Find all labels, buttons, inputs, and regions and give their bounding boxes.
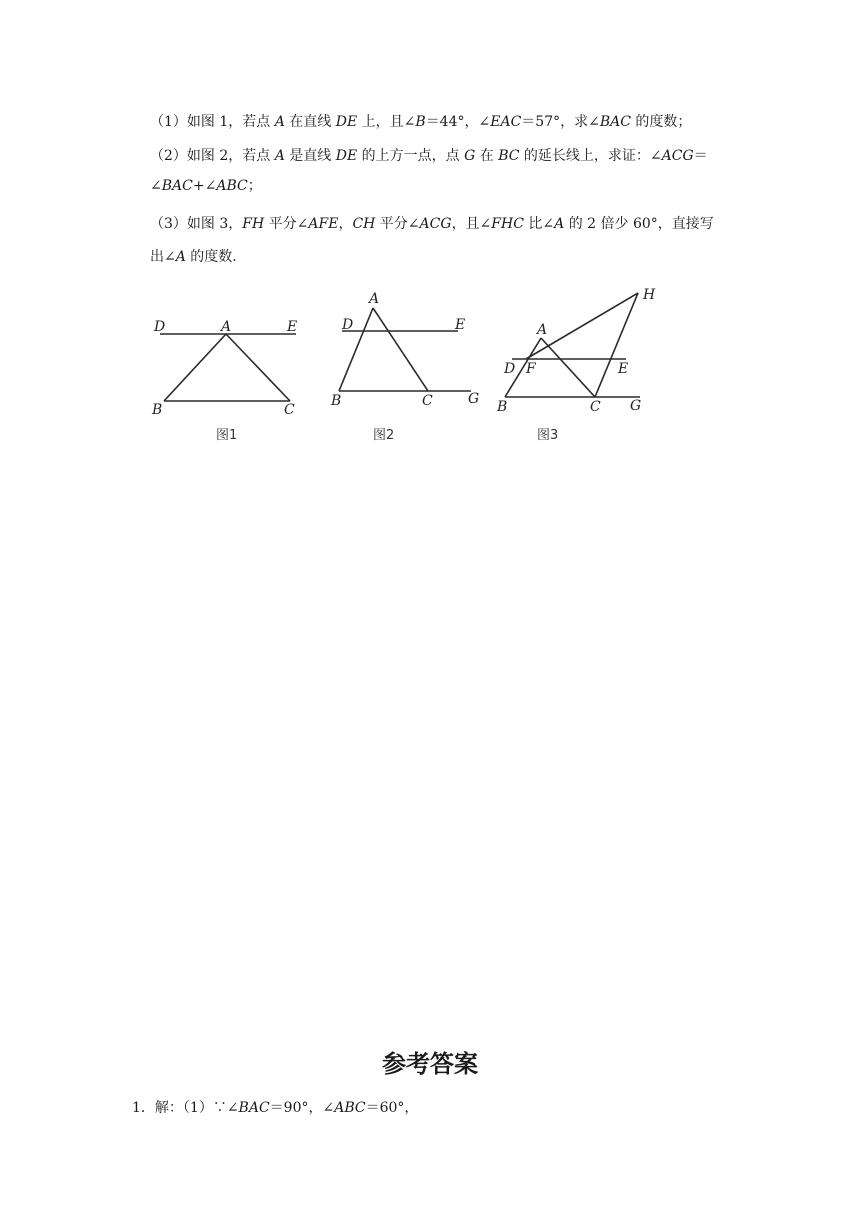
angle-label: BAC <box>238 1100 270 1116</box>
figures <box>0 0 860 460</box>
text: （1）如图 1，若点 <box>150 114 275 130</box>
point-label: A <box>274 148 285 164</box>
answer-title: 参考答案 <box>382 1050 478 1078</box>
text: ＝60°， <box>365 1100 419 1116</box>
label-a: A <box>537 322 548 338</box>
text: 1．解：（1）∵∠ <box>132 1100 239 1116</box>
angle-label: BAC <box>161 178 193 194</box>
segment-ab <box>164 334 226 401</box>
segment-ac <box>373 308 428 391</box>
segment-ac <box>541 338 595 397</box>
text: 出∠ <box>150 249 176 265</box>
label-e: E <box>287 319 298 335</box>
label-c: C <box>422 393 433 409</box>
angle-label: BAC <box>599 114 631 130</box>
text: 平分∠ <box>264 216 309 232</box>
label-f: F <box>526 361 536 377</box>
angle-label: A <box>175 249 186 265</box>
angle-label: A <box>554 216 565 232</box>
angle-label: EAC <box>490 114 522 130</box>
label-c: C <box>590 399 601 415</box>
text: 的度数； <box>630 114 692 130</box>
line-label: BC <box>498 148 520 164</box>
figure-caption: 图1 <box>216 428 238 443</box>
label-e: E <box>455 317 466 333</box>
figure-3 <box>496 287 656 443</box>
segment-ac <box>226 334 290 401</box>
text: ＝44°，∠ <box>425 114 491 130</box>
text: 的上方一点，点 <box>357 148 465 164</box>
figure-2 <box>330 291 479 443</box>
text: ＝ <box>693 148 708 164</box>
text: 的 2 倍少 60°，直接写 <box>564 216 714 232</box>
angle-label: ACG <box>661 148 694 164</box>
label-g: G <box>468 391 480 407</box>
point-label: G <box>464 148 476 164</box>
text: ， <box>338 216 353 232</box>
text: ＝57°，求∠ <box>521 114 600 130</box>
text: （3）如图 3， <box>150 216 243 232</box>
angle-label: ABC <box>334 1100 366 1116</box>
line-label: FH <box>242 216 265 232</box>
text: ； <box>247 178 262 194</box>
line-label: DE <box>335 114 358 130</box>
angle-label: FHC <box>491 216 524 232</box>
text: ＝90°，∠ <box>269 1100 335 1116</box>
label-c: C <box>284 402 295 418</box>
text: 在 <box>475 148 499 164</box>
text: 上，且∠ <box>357 114 416 130</box>
point-label: A <box>274 114 285 130</box>
text: 在直线 <box>284 114 336 130</box>
label-g: G <box>630 398 642 414</box>
text: ∠ <box>150 178 162 194</box>
text: 的度数. <box>185 249 237 265</box>
label-d: D <box>342 317 354 333</box>
text: ，且∠ <box>451 216 492 232</box>
answer-line-1 <box>132 1097 418 1117</box>
label-h: H <box>643 287 656 303</box>
figure-caption: 图3 <box>537 428 559 443</box>
text: 平分∠ <box>375 216 420 232</box>
text: （2）如图 2，若点 <box>150 148 275 164</box>
label-b: B <box>152 402 163 418</box>
label-b: B <box>497 399 508 415</box>
figure-1 <box>151 319 297 443</box>
label-d: D <box>504 361 516 377</box>
line-label: DE <box>335 148 358 164</box>
label-a: A <box>369 291 380 307</box>
text: 是直线 <box>284 148 336 164</box>
label-a: A <box>221 319 232 335</box>
label-e: E <box>618 361 629 377</box>
text: 的延长线上，求证：∠ <box>519 148 662 164</box>
angle-label: B <box>415 114 426 130</box>
text: 比∠ <box>523 216 555 232</box>
text: +∠ <box>192 178 217 194</box>
segment-ch <box>595 293 638 397</box>
label-b: B <box>331 393 342 409</box>
angle-label: AFE <box>308 216 339 232</box>
figure-caption: 图2 <box>373 428 395 443</box>
angle-label: ACG <box>419 216 452 232</box>
label-d: D <box>154 319 166 335</box>
line-label: CH <box>352 216 376 232</box>
angle-label: ABC <box>216 178 248 194</box>
